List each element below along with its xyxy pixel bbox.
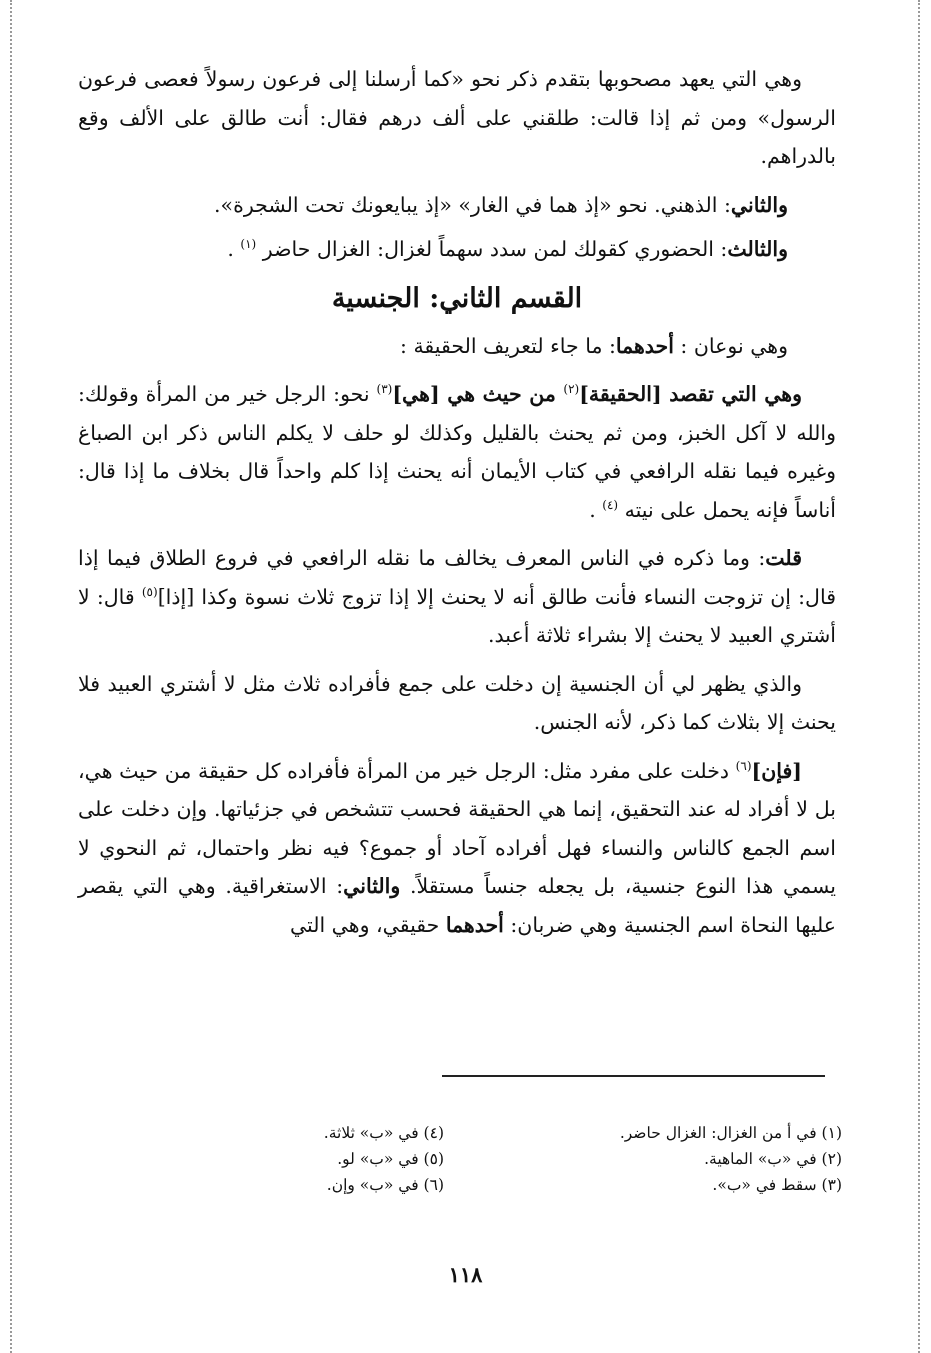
paragraph-8-lead-2: والثاني (343, 874, 401, 898)
main-text (78, 60, 836, 944)
paragraph-6-lead: قلت (765, 546, 802, 570)
paragraph-2-text: : الذهني. نحو «إذ هما في الغار» «إذ يبايعونك تحت الشجرة». (214, 192, 731, 217)
footnote-3: (٣) سقط في «ب». (712, 1176, 842, 1194)
paragraph-8-lead: [فإن] (751, 758, 802, 783)
footnote-ref-3: (٣) (376, 382, 393, 397)
paragraph-5-lead: وهي التي تقصد [الحقيقة] (579, 382, 802, 406)
footnotes (290, 1120, 842, 1220)
footnote-4: (٤) في «ب» ثلاثة. (323, 1124, 444, 1142)
margin-dotted-line-right (918, 0, 920, 1353)
paragraph-8 (78, 752, 836, 945)
footnote-5: (٥) في «ب» لو. (337, 1150, 444, 1168)
paragraph-4-b: : ما جاء لتعريف الحقيقة : (400, 333, 616, 358)
footnotes-column-left (294, 1120, 444, 1198)
paragraph-8-text: دخلت على مفرد مثل: الرجل خير من المرأة فأفراده كل حقيقة من حيث هي، بل لا أفراد له عند التحقيق، إنما هي الحقيقة فحسب تتشخص في جزئياتها. وإن دخلت على اسم الجمع كالناس والنساء فهل أفراده آحاد أو جموع؟ فيه نظر واحتمال، ثم النحوي لا يسمي هذا النوع جنسية، بل يجعله جنساً مستقلاً. (78, 758, 836, 898)
paragraph-1: وهي التي يعهد مصحوبها بتقدم ذكر نحو «كما أرسلنا إلى فرعون رسولاً فعصى فرعون الرسول» ومن ثم إذا قالت: طلقني على ألف درهم فقال: أنت طالق على الألف وقع بالدراهم. (78, 67, 836, 168)
paragraph-2 (78, 186, 836, 225)
footnote-ref-6: (٦) (735, 758, 752, 773)
paragraph-3-text: : الحضوري كقولك لمن سدد سهماً لغزال: الغزال حاضر (262, 237, 728, 261)
margin-dotted-line-left (10, 0, 12, 1353)
paragraph-2-lead: والثاني (730, 192, 788, 217)
paragraph-8-text-3: حقيقي، وهي التي (289, 912, 446, 937)
section-heading: القسم الثاني: الجنسية (331, 282, 583, 314)
footnote-2: (٢) في «ب» الماهية. (704, 1150, 842, 1168)
paragraph-8-text-2: : الاستغراقية. وهي التي يقصر عليها النحاة اسم الجنسية وهي ضربان: (78, 874, 836, 937)
paragraph-5-mid: من حيث هي [هي] (392, 382, 564, 406)
footnote-1: (١) في أ من الغزال: الغزال حاضر. (619, 1124, 842, 1142)
paragraph-8-lead-3: أحدهما (445, 912, 504, 937)
footnote-divider (442, 1075, 825, 1077)
footnotes-column-right (542, 1120, 842, 1198)
paragraph-5 (78, 375, 836, 529)
footnote-ref-1: (١) (240, 237, 257, 252)
paragraph-6-text: : وما ذكره في الناس المعرف يخالف ما نقله الرافعي في فروع الطلاق فيما إذا قال: إن تزوجت النساء فأنت طالق أنه لا يحنث إلا إذا تزوج ثلاث نسوة وكذا [إذا] (78, 546, 837, 609)
footnote-ref-5: (٥) (141, 584, 158, 599)
paragraph-4 (78, 327, 836, 366)
page-number: ١١٨ (448, 1262, 483, 1287)
paragraph-6-end: قال: لا أشتري العبيد لا يحنث إلا بشراء ثلاثة أعبد. (78, 584, 836, 647)
paragraph-5-end: . (589, 497, 596, 522)
paragraph-5-text: نحو: الرجل خير من المرأة وقولك: والله لا آكل الخبز، ومن ثم يحنث بالقليل وكذلك لو حلف لا يكلم الناس ذكر ابن الصباغ وغيره فيما نقله الرافعي في كتاب الأيمان أنه يحنث إذا كلم واحداً قال بخلاف ما إذا قال: أناساً فإنه يحمل على نيته (78, 382, 836, 522)
paragraph-3-lead: والثالث (727, 237, 788, 261)
footnote-6: (٦) في «ب» وإن. (326, 1176, 444, 1194)
paragraph-7: والذي يظهر لي أن الجنسية إن دخلت على جمع فأفراده ثلاث مثل لا أشتري العبيد فلا يحنث إلا بثلاث كما ذكر، لأنه الجنس. (78, 671, 836, 734)
footnote-ref-2: (٢) (563, 382, 580, 397)
paragraph-3 (78, 230, 836, 269)
paragraph-4-lead: أحدهما (615, 333, 674, 358)
paragraph-4-a: وهي نوعان : (673, 333, 788, 358)
paragraph-3-end: . (227, 237, 234, 261)
paragraph-6 (78, 539, 836, 655)
footnote-ref-4: (٤) (602, 497, 619, 512)
